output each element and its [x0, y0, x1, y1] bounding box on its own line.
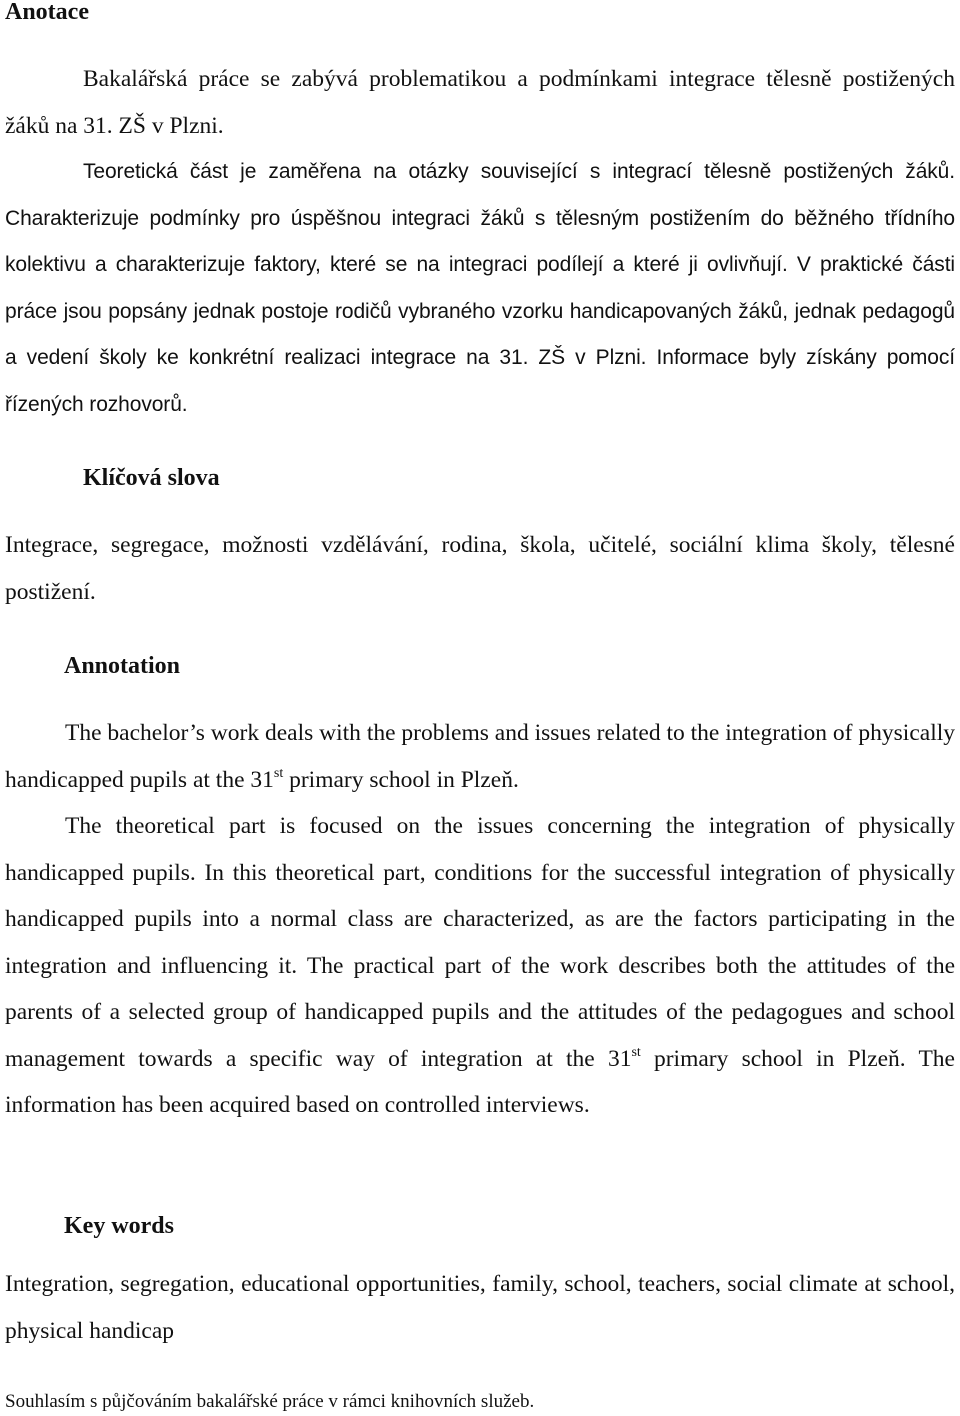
heading-anotace: Anotace	[5, 0, 89, 25]
ordinal-suffix: st	[631, 1044, 641, 1060]
heading-klicova-slova: Klíčová slova	[83, 465, 220, 491]
klicova-slova-text: Integrace, segregace, možnosti vzdělávání, rodina, škola, učitelé, sociální klima školy, tělesné postižení.	[5, 532, 955, 605]
annotation-paragraph-1	[5, 710, 955, 803]
annotation-p2-tail: primary school in Plzeň. The information has been acquired based on controlled interviews.	[5, 1045, 955, 1118]
annotation-paragraph-2	[5, 803, 955, 1129]
ordinal-suffix: st	[273, 765, 284, 781]
anotace-paragraph-2: Teoretická část je zaměřena na otázky související s integrací tělesně postižených žáků. Charakterizuje podmínky pro úspěšnou integraci žáků s tělesným postižením do běžného třídního kolektivu a charakterizuje faktory, které se na integraci podílejí a které ji ovlivňují. V praktické části práce jsou popsány jednak postoje rodičů vybraného vzorku handicapovaných žáků, jednak pedagogů a vedení školy ke konkrétní realizaci integrace na 31. ZŠ v Plzni. Informace byly získány pomocí řízených rozhovorů.	[5, 160, 955, 416]
annotation-p1-text: The bachelor’s work deals with the problems and issues related to the integration of physically handicapped pupils at the 31	[5, 720, 955, 793]
heading-annotation: Annotation	[64, 653, 181, 679]
annotation-p1-tail: primary school in Plzeň.	[283, 766, 519, 793]
heading-key-words: Key words	[64, 1213, 174, 1239]
key-words-text: Integration, segregation, educational opportunities, family, school, teachers, social climate at school, physical handicap	[5, 1271, 955, 1344]
footer-consent: Souhlasím s půjčováním bakalářské práce v rámci knihovních služeb.	[5, 1391, 535, 1412]
anotace-paragraph-1: Bakalářská práce se zabývá problematikou a podmínkami integrace tělesně postižených žáků na 31. ZŠ v Plzni.	[5, 66, 955, 139]
annotation-p2-text: The theoretical part is focused on the issues concerning the integration of physically handicapped pupils. In this theoretical part, conditions for the successful integration of physically handicapped pupils into a normal class are characterized, as are the factors participating in the integration and influencing it. The practical part of the work describes both the attitudes of the parents of a selected group of handicapped pupils and the attitudes of the pedagogues and school management towards a specific way of integration at the 31	[5, 813, 955, 1072]
